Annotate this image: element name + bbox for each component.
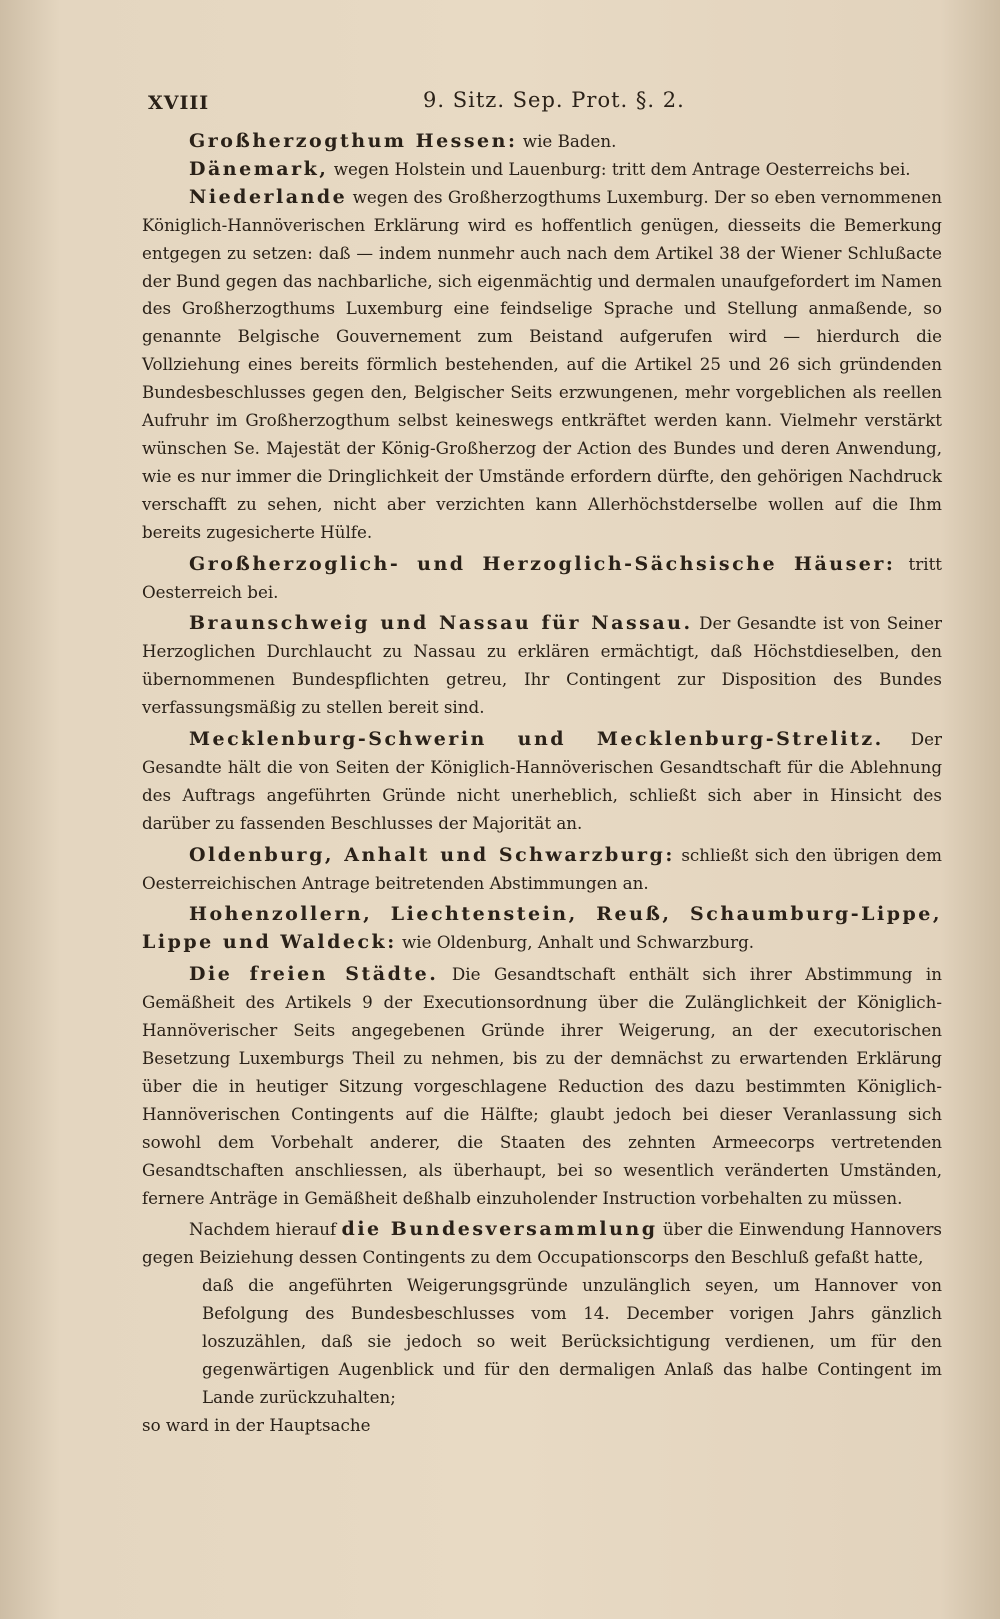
state-name: Braunschweig und Nassau für Nassau. [189, 612, 693, 635]
closing-paragraph [142, 1216, 942, 1272]
vote-text: Der Gesandte ist von Seiner Herzoglichen Durchlaucht zu Nassau zu erklären ermächtigt, daß Höchstdieselben, den übernommenen Bundespflichten getreu, Ihr Contingent zur Disposition des Bundes verfassungsmäßig zu stellen bereit sind. [142, 613, 942, 718]
vote-paragraph [142, 128, 942, 156]
page-header [148, 88, 940, 118]
closing-tail: so ward in der Hauptsache [142, 1414, 371, 1435]
vote-paragraph [142, 901, 942, 957]
vote-paragraph [142, 726, 942, 838]
vote-text: schließt sich den übrigen dem Oesterreichischen Antrage beitretenden Abstimmungen an. [142, 844, 942, 893]
vote-paragraph [142, 156, 942, 184]
state-name: Oldenburg, Anhalt und Schwarzburg: [189, 843, 675, 866]
running-head: 9. Sitz. Sep. Prot. §. 2. [423, 88, 685, 112]
state-name: Großherzoglich- und Herzoglich-Sächsische Häuser: [189, 552, 896, 575]
closing-after: über die Einwendung Hannovers gegen Beiziehung dessen Contingents zu dem Occupationscorps den Beschluß gefaßt hatte, [142, 1219, 942, 1268]
state-name: Die freien Städte. [189, 963, 439, 986]
state-name: Großherzogthum Hessen: [189, 130, 518, 152]
body-text [142, 128, 942, 1440]
vote-text: Die Gesandtschaft enthält sich ihrer Abstimmung in Gemäßheit des Artikels 9 der Executionsordnung über die Zulänglichkeit der Königlich-Hannöverischer Seits angegebenen Gründe ihrer Weigerung, an der executorischen Besetzung Luxemburgs Theil zu nehmen, bis zu der demnächst zu erwartenden Erklärung über die in heutiger Sitzung vorgeschlagene Reduction des dazu bestimmten Königlich-Hannöverischen Contingents auf die Hälfte; glaubt jedoch bei dieser Veranlassung sich sowohl dem Vorbehalt anderer, die Staaten des zehnten Armeecorps vertretenden Gesandtschaften anschliessen, als überhaupt, bei so wesentlich veränderten Umständen, fernere Anträge in Gemäßheit deßhalb einzuholender Instruction vorbehalten zu müssen. [142, 964, 943, 1208]
state-name: Dänemark, [189, 157, 329, 180]
vote-paragraph [142, 961, 942, 1212]
vote-paragraph [142, 842, 942, 898]
vote-paragraph [142, 610, 942, 722]
vote-text: wie Baden. [517, 131, 617, 151]
vote-paragraph [142, 551, 942, 607]
closing-lead: die Bundesversammlung [341, 1218, 658, 1241]
resolution-quote: daß die angeführten Weigerungsgründe unzulänglich seyen, um Hannover von Befolgung des Bundesbeschlusses vom 14. December vorigen Jahrs gänzlich loszuzählen, daß sie jedoch so weit Berücksichtigung verdienen, um für den gegenwärtigen Augenblick und für den dermaligen Anlaß das halbe Contingent im Lande zurückzuhalten; [202, 1275, 942, 1407]
vote-text: wegen Holstein und Lauenburg: tritt dem Antrage Oesterreichs bei. [328, 158, 911, 179]
vote-text: wie Oldenburg, Anhalt und Schwarzburg. [396, 932, 755, 953]
state-name: Mecklenburg-Schwerin und Mecklenburg-Strelitz. [189, 728, 884, 751]
closing-intro: Nachdem hierauf [189, 1219, 342, 1240]
vote-paragraph [142, 184, 942, 547]
page-number: XVIII [148, 92, 210, 114]
state-name: Niederlande [189, 185, 348, 208]
vote-text: tritt Oesterreich bei. [142, 553, 942, 602]
state-name: Hohenzollern, Liechtenstein, Reuß, Schaumburg-Lippe, Lippe und Waldeck: [142, 903, 942, 954]
vote-text: Der Gesandte hält die von Seiten der Königlich-Hannöverischen Gesandtschaft für die Ablehnung des Auftrags angeführten Gründe nicht unerheblich, schließt sich aber in Hinsicht des darüber zu fassenden Beschlusses der Majorität an. [142, 729, 943, 833]
vote-text: wegen des Großherzogthums Luxemburg. Der so eben vernommenen Königlich-Hannöverischen Erklärung wird es hoffentlich genügen, diesseits die Bemerkung entgegen zu setzen: daß — indem nunmehr auch nach dem Artikel 38 der Wiener Schlußacte der Bund gegen das nachbarliche, sich eigenmächtig und dermalen unaufgefordert im Namen des Großherzogthums Luxemburg eine feindselige Sprache und Stellung anmaßende, so genannte Belgische Gouvernement zum Beistand aufgerufen wird — hierdurch die Vollziehung eines bereits förmlich bestehenden, auf die Artikel 25 und 26 sich gründenden Bundesbeschlusses gegen den, Belgischer Seits erzwungenen, mehr vorgeblichen als reellen Aufruhr im Großherzogthum selbst keineswegs entkräftet werden kann. Vielmehr verstärkt wünschen Se. Majestät der König-Großherzog der Action des Bundes und deren Anwendung, wie es nur immer die Dringlichkeit der Umstände erfordern dürfte, den gehörigen Nachdruck verschafft zu sehen, nicht aber verzichten kann Allerhöchstderselbe wollen auf die Ihm bereits zugesicherte Hülfe. [142, 186, 942, 542]
